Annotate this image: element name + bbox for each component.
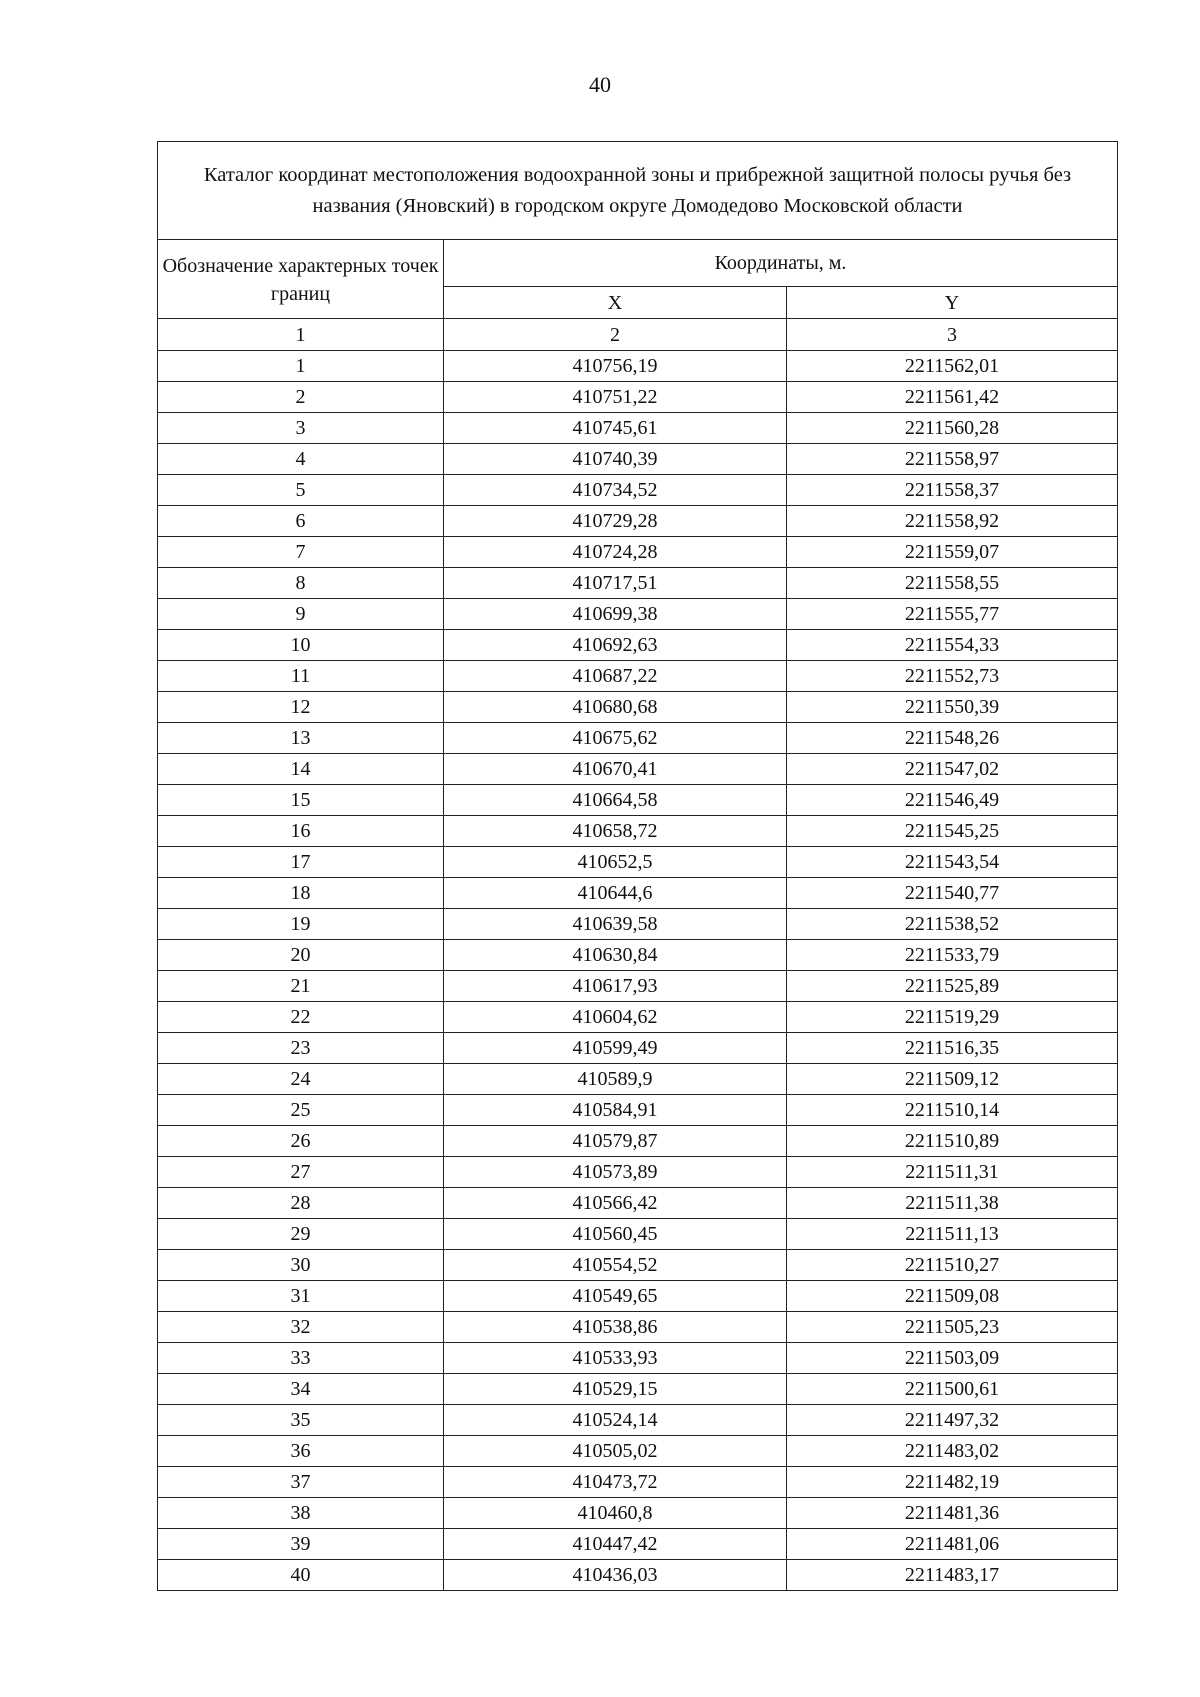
point-number-cell: 27: [158, 1157, 444, 1188]
table-row: [158, 568, 1118, 599]
y-coordinate-cell: 2211558,97: [787, 444, 1118, 475]
table-row: [158, 1436, 1118, 1467]
point-number-cell: 5: [158, 475, 444, 506]
table-row: [158, 630, 1118, 661]
x-coordinate-cell: 410644,6: [444, 878, 787, 909]
x-coordinate-cell: 410584,91: [444, 1095, 787, 1126]
header-row: [158, 240, 1118, 287]
table-row: [158, 1095, 1118, 1126]
table-row: [158, 1560, 1118, 1591]
table-row: [158, 878, 1118, 909]
x-coordinate-cell: 410687,22: [444, 661, 787, 692]
x-coordinate-cell: 410538,86: [444, 1312, 787, 1343]
point-number-cell: 4: [158, 444, 444, 475]
table-row: [158, 1033, 1118, 1064]
x-coordinate-cell: 410745,61: [444, 413, 787, 444]
y-coordinate-cell: 2211509,08: [787, 1281, 1118, 1312]
column-number: 3: [787, 319, 1118, 351]
table-row: [158, 413, 1118, 444]
point-number-cell: 16: [158, 816, 444, 847]
x-coordinate-cell: 410670,41: [444, 754, 787, 785]
table-row: [158, 1405, 1118, 1436]
x-coordinate-cell: 410533,93: [444, 1343, 787, 1374]
column-number: 2: [444, 319, 787, 351]
table-row: [158, 940, 1118, 971]
point-number-cell: 20: [158, 940, 444, 971]
table-row: [158, 661, 1118, 692]
y-coordinate-cell: 2211483,17: [787, 1560, 1118, 1591]
point-number-cell: 28: [158, 1188, 444, 1219]
table-row: [158, 971, 1118, 1002]
x-coordinate-cell: 410639,58: [444, 909, 787, 940]
table-row: [158, 723, 1118, 754]
x-coordinate-cell: 410549,65: [444, 1281, 787, 1312]
x-coordinate-cell: 410756,19: [444, 351, 787, 382]
table-row: [158, 847, 1118, 878]
table-row: [158, 692, 1118, 723]
y-coordinate-cell: 2211510,89: [787, 1126, 1118, 1157]
y-coordinate-cell: 2211511,13: [787, 1219, 1118, 1250]
x-coordinate-cell: 410505,02: [444, 1436, 787, 1467]
x-coordinate-cell: 410599,49: [444, 1033, 787, 1064]
y-coordinate-cell: 2211560,28: [787, 413, 1118, 444]
y-column-header: Y: [787, 287, 1118, 319]
point-number-cell: 17: [158, 847, 444, 878]
point-number-cell: 12: [158, 692, 444, 723]
x-coordinate-cell: 410554,52: [444, 1250, 787, 1281]
table-row: [158, 816, 1118, 847]
y-coordinate-cell: 2211559,07: [787, 537, 1118, 568]
table-row: [158, 1219, 1118, 1250]
point-number-cell: 40: [158, 1560, 444, 1591]
y-coordinate-cell: 2211548,26: [787, 723, 1118, 754]
point-number-cell: 38: [158, 1498, 444, 1529]
y-coordinate-cell: 2211561,42: [787, 382, 1118, 413]
coordinates-table: [157, 141, 1118, 1591]
y-coordinate-cell: 2211558,92: [787, 506, 1118, 537]
point-number-cell: 8: [158, 568, 444, 599]
x-coordinate-cell: 410658,72: [444, 816, 787, 847]
x-coordinate-cell: 410675,62: [444, 723, 787, 754]
point-number-cell: 30: [158, 1250, 444, 1281]
y-coordinate-cell: 2211533,79: [787, 940, 1118, 971]
point-number-cell: 11: [158, 661, 444, 692]
y-coordinate-cell: 2211558,55: [787, 568, 1118, 599]
x-coordinate-cell: 410573,89: [444, 1157, 787, 1188]
y-coordinate-cell: 2211519,29: [787, 1002, 1118, 1033]
point-number-cell: 24: [158, 1064, 444, 1095]
table-row: [158, 537, 1118, 568]
table-row: [158, 1312, 1118, 1343]
x-coordinate-cell: 410729,28: [444, 506, 787, 537]
x-coordinate-cell: 410692,63: [444, 630, 787, 661]
point-number-cell: 14: [158, 754, 444, 785]
point-number-cell: 37: [158, 1467, 444, 1498]
point-number-cell: 19: [158, 909, 444, 940]
table-row: [158, 754, 1118, 785]
x-coordinate-cell: 410566,42: [444, 1188, 787, 1219]
point-number-cell: 25: [158, 1095, 444, 1126]
y-coordinate-cell: 2211500,61: [787, 1374, 1118, 1405]
x-coordinate-cell: 410664,58: [444, 785, 787, 816]
table-row: [158, 382, 1118, 413]
y-coordinate-cell: 2211558,37: [787, 475, 1118, 506]
y-coordinate-cell: 2211550,39: [787, 692, 1118, 723]
point-designation-header: Обозначение характерных точек границ: [158, 240, 444, 319]
point-number-cell: 13: [158, 723, 444, 754]
x-coordinate-cell: 410529,15: [444, 1374, 787, 1405]
y-coordinate-cell: 2211481,36: [787, 1498, 1118, 1529]
y-coordinate-cell: 2211503,09: [787, 1343, 1118, 1374]
y-coordinate-cell: 2211562,01: [787, 351, 1118, 382]
y-coordinate-cell: 2211482,19: [787, 1467, 1118, 1498]
x-coordinate-cell: 410717,51: [444, 568, 787, 599]
y-coordinate-cell: 2211481,06: [787, 1529, 1118, 1560]
x-coordinate-cell: 410724,28: [444, 537, 787, 568]
table-row: [158, 351, 1118, 382]
y-coordinate-cell: 2211511,38: [787, 1188, 1118, 1219]
x-coordinate-cell: 410579,87: [444, 1126, 787, 1157]
y-coordinate-cell: 2211483,02: [787, 1436, 1118, 1467]
y-coordinate-cell: 2211545,25: [787, 816, 1118, 847]
y-coordinate-cell: 2211516,35: [787, 1033, 1118, 1064]
table-row: [158, 1498, 1118, 1529]
y-coordinate-cell: 2211509,12: [787, 1064, 1118, 1095]
x-coordinate-cell: 410436,03: [444, 1560, 787, 1591]
y-coordinate-cell: 2211497,32: [787, 1405, 1118, 1436]
x-coordinate-cell: 410751,22: [444, 382, 787, 413]
point-number-cell: 1: [158, 351, 444, 382]
point-number-cell: 10: [158, 630, 444, 661]
y-coordinate-cell: 2211505,23: [787, 1312, 1118, 1343]
y-coordinate-cell: 2211538,52: [787, 909, 1118, 940]
column-number: 1: [158, 319, 444, 351]
x-coordinate-cell: 410460,8: [444, 1498, 787, 1529]
table-row: [158, 1529, 1118, 1560]
x-coordinate-cell: 410447,42: [444, 1529, 787, 1560]
table-row: [158, 475, 1118, 506]
point-number-cell: 2: [158, 382, 444, 413]
x-coordinate-cell: 410630,84: [444, 940, 787, 971]
point-number-cell: 29: [158, 1219, 444, 1250]
x-coordinate-cell: 410680,68: [444, 692, 787, 723]
table-row: [158, 506, 1118, 537]
point-number-cell: 39: [158, 1529, 444, 1560]
y-coordinate-cell: 2211540,77: [787, 878, 1118, 909]
point-number-cell: 18: [158, 878, 444, 909]
column-number-row: [158, 319, 1118, 351]
table-caption: Каталог координат местоположения водоохранной зоны и прибрежной защитной полосы ручья без названия (Яновский) в городском округе Домодедово Московской области: [158, 142, 1118, 240]
point-number-cell: 21: [158, 971, 444, 1002]
table-row: [158, 599, 1118, 630]
x-coordinate-cell: 410524,14: [444, 1405, 787, 1436]
table-row: [158, 1002, 1118, 1033]
x-coordinate-cell: 410740,39: [444, 444, 787, 475]
y-coordinate-cell: 2211543,54: [787, 847, 1118, 878]
table-row: [158, 785, 1118, 816]
coordinates-header: Координаты, м.: [444, 240, 1118, 287]
y-coordinate-cell: 2211554,33: [787, 630, 1118, 661]
point-number-cell: 22: [158, 1002, 444, 1033]
point-number-cell: 6: [158, 506, 444, 537]
point-number-cell: 7: [158, 537, 444, 568]
point-number-cell: 34: [158, 1374, 444, 1405]
point-number-cell: 35: [158, 1405, 444, 1436]
point-number-cell: 3: [158, 413, 444, 444]
table-row: [158, 1343, 1118, 1374]
x-coordinate-cell: 410560,45: [444, 1219, 787, 1250]
point-number-cell: 31: [158, 1281, 444, 1312]
y-coordinate-cell: 2211555,77: [787, 599, 1118, 630]
point-number-cell: 32: [158, 1312, 444, 1343]
y-coordinate-cell: 2211525,89: [787, 971, 1118, 1002]
x-coordinate-cell: 410617,93: [444, 971, 787, 1002]
caption-row: [158, 142, 1118, 240]
point-number-cell: 15: [158, 785, 444, 816]
page-number: 40: [589, 72, 611, 97]
x-coordinate-cell: 410589,9: [444, 1064, 787, 1095]
table-row: [158, 444, 1118, 475]
x-coordinate-cell: 410473,72: [444, 1467, 787, 1498]
y-coordinate-cell: 2211511,31: [787, 1157, 1118, 1188]
table-row: [158, 1374, 1118, 1405]
x-coordinate-cell: 410652,5: [444, 847, 787, 878]
point-number-cell: 9: [158, 599, 444, 630]
point-number-cell: 26: [158, 1126, 444, 1157]
point-number-cell: 36: [158, 1436, 444, 1467]
x-column-header: X: [444, 287, 787, 319]
table-row: [158, 909, 1118, 940]
table-row: [158, 1467, 1118, 1498]
y-coordinate-cell: 2211546,49: [787, 785, 1118, 816]
table-row: [158, 1188, 1118, 1219]
x-coordinate-cell: 410699,38: [444, 599, 787, 630]
y-coordinate-cell: 2211510,27: [787, 1250, 1118, 1281]
table-row: [158, 1157, 1118, 1188]
y-coordinate-cell: 2211552,73: [787, 661, 1118, 692]
point-number-cell: 23: [158, 1033, 444, 1064]
table-row: [158, 1250, 1118, 1281]
y-coordinate-cell: 2211547,02: [787, 754, 1118, 785]
table-row: [158, 1126, 1118, 1157]
y-coordinate-cell: 2211510,14: [787, 1095, 1118, 1126]
x-coordinate-cell: 410734,52: [444, 475, 787, 506]
point-number-cell: 33: [158, 1343, 444, 1374]
table-row: [158, 1281, 1118, 1312]
x-coordinate-cell: 410604,62: [444, 1002, 787, 1033]
table-row: [158, 1064, 1118, 1095]
